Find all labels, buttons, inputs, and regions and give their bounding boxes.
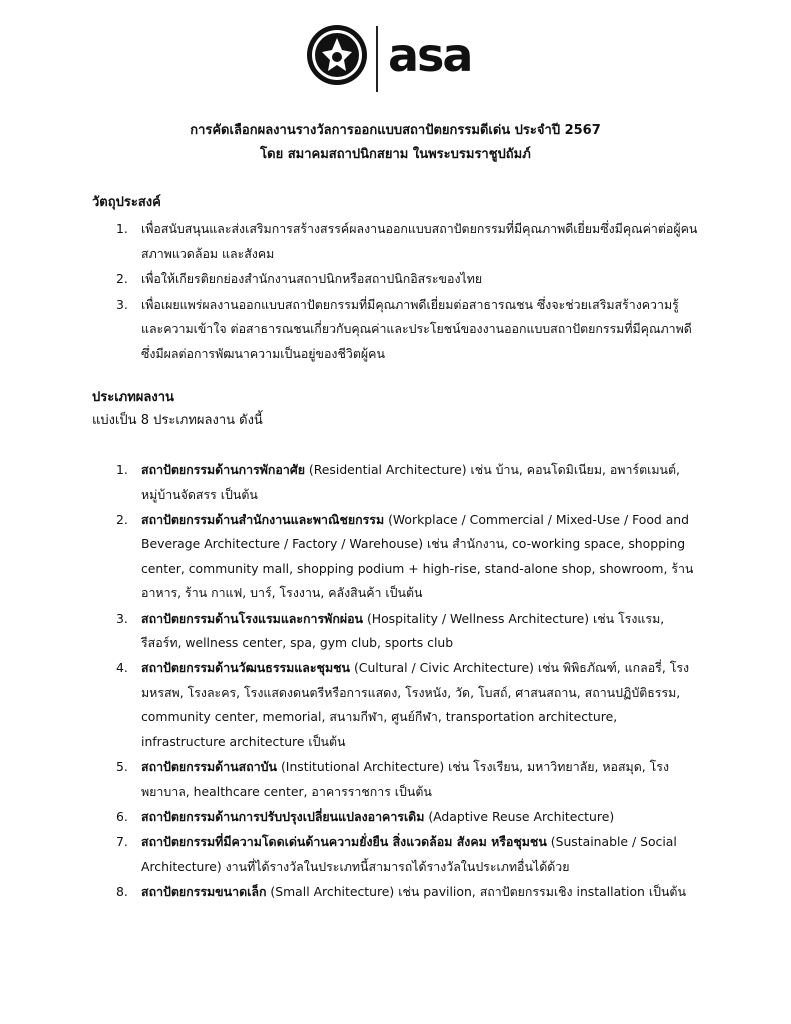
item-title: สถาปัตยกรรมที่มีความโดดเด่นด้านความยั่งยืน สิ่งแวดล้อม สังคม หรือชุมชน xyxy=(141,833,547,849)
item-text: เพื่อให้เกียรติยกย่องสำนักงานสถาปนิกหรือสถาปนิกอิสระของไทย xyxy=(141,271,483,286)
header-logos xyxy=(300,22,500,94)
item-description: (Institutional Architecture) เช่น โรงเรียน, มหาวิทยาลัย, หอสมุด, โรงพยาบาล, healthcare center, อาคารราชการ เป็นต้น xyxy=(141,759,670,799)
types-list xyxy=(92,458,700,905)
list-item xyxy=(92,830,700,879)
item-number: 6. xyxy=(116,808,128,824)
item-number: 8. xyxy=(116,883,128,899)
item-number: 1. xyxy=(116,221,128,236)
asa-brand-logo: asa xyxy=(388,28,472,82)
item-description: (Cultural / Civic Architecture) เช่น พิพิธภัณฑ์, แกลอรี่, โรงมหรสพ, โรงละคร, โรงแสดงดนตรีหรือการแสดง, โรงหนัง, วัด, โบสถ์, ศาสนสถาน, สถานปฏิบัติธรรม, community center, memorial, สนามกีฬา, ศูนย์กีฬา, transportation architecture, infrastructure architecture เป็นต้น xyxy=(141,660,690,750)
seal-logo xyxy=(306,24,368,86)
document-title: การคัดเลือกผลงานรางวัลการออกแบบสถาปัตยกรรมดีเด่น ประจำปี 2567 xyxy=(190,123,601,138)
item-description: (Small Architecture) เช่น pavilion, สถาปัตยกรรมเชิง installation เป็นต้น xyxy=(266,883,686,899)
item-title: สถาปัตยกรรมด้านการพักอาศัย xyxy=(141,462,305,477)
item-number: 2. xyxy=(116,271,128,286)
item-description: (Workplace / Commercial / Mixed-Use / Food and Beverage Architecture / Factory / Warehouse) เช่น สำนักงาน, co-working space, shopping center, community mall, shopping podium + high-rise, stand-alone shop, showroom, ร้านอาหาร, ร้าน กาแฟ, บาร์, โรงงาน, คลังสินค้า เป็นต้น xyxy=(141,511,694,601)
list-item xyxy=(92,880,700,905)
item-title: สถาปัตยกรรมด้านโรงแรมและการพักผ่อน xyxy=(141,610,364,626)
list-item xyxy=(92,217,700,266)
list-item xyxy=(92,293,700,367)
list-item xyxy=(92,755,700,804)
list-item xyxy=(92,656,700,754)
item-description: (Hospitality / Wellness Architecture) เช่น โรงแรม, รีสอร์ท, wellness center, spa, gym club, sports club xyxy=(141,610,665,651)
item-number: 3. xyxy=(116,296,128,312)
list-item xyxy=(92,458,700,507)
objectives-list xyxy=(92,217,700,367)
document-subtitle: โดย สมาคมสถาปนิกสยาม ในพระบรมราชูปถัมภ์ xyxy=(260,147,531,162)
list-item xyxy=(92,508,700,606)
item-number: 4. xyxy=(116,660,128,676)
item-title: สถาปัตยกรรมด้านวัฒนธรรมและชุมชน xyxy=(141,660,351,676)
item-description: (Sustainable / Social Architecture) งานที่ได้รางวัลในประเภทนี้สามารถได้รางวัลในประเภทอื่นได้ด้วย xyxy=(141,833,677,874)
item-description: (Adaptive Reuse Architecture) xyxy=(424,808,615,824)
item-number: 3. xyxy=(116,610,128,626)
logo-divider xyxy=(376,26,378,92)
objectives-heading: วัตถุประสงค์ xyxy=(92,195,161,210)
item-number: 1. xyxy=(116,462,128,477)
list-item xyxy=(92,267,700,292)
item-title: สถาปัตยกรรมขนาดเล็ก xyxy=(141,883,267,899)
item-number: 2. xyxy=(116,511,128,527)
types-heading: ประเภทผลงาน xyxy=(92,390,174,405)
item-description: (Residential Architecture) เช่น บ้าน, คอนโดมิเนียม, อพาร์ตเมนต์, หมู่บ้านจัดสรร เป็นต้น xyxy=(141,462,680,502)
list-item xyxy=(92,607,700,656)
item-text: เพื่อสนับสนุนและส่งเสริมการสร้างสรรค์ผลงานออกแบบสถาปัตยกรรมที่มีคุณภาพดีเยี่ยมซึ่งมีคุณค่าต่อผู้คนสภาพแวดล้อม และสังคม xyxy=(141,221,698,261)
item-number: 7. xyxy=(116,833,128,849)
item-title: สถาปัตยกรรมด้านการปรับปรุงเปลี่ยนแปลงอาคารเดิม xyxy=(141,808,425,824)
types-subtext: แบ่งเป็น 8 ประเภทผลงาน ดังนี้ xyxy=(92,413,263,428)
item-title: สถาปัตยกรรมด้านสถาบัน xyxy=(141,759,278,775)
list-item xyxy=(92,805,700,830)
item-text: เพื่อเผยแพร่ผลงานออกแบบสถาปัตยกรรมที่มีคุณภาพดีเยี่ยมต่อสาธารณชน ซึ่งจะช่วยเสริมสร้างความรู้และความเข้าใจ ต่อสาธารณชนเกี่ยวกับคุณค่าและประโยชน์ของงานออกแบบสถาปัตยกรรมที่มีคุณภาพดีซึ่งมีผลต่อการพัฒนาความเป็นอยู่ของชีวิตผู้คน xyxy=(141,296,692,361)
item-title: สถาปัตยกรรมด้านสำนักงานและพาณิชยกรรม xyxy=(141,511,385,527)
item-number: 5. xyxy=(116,759,128,775)
